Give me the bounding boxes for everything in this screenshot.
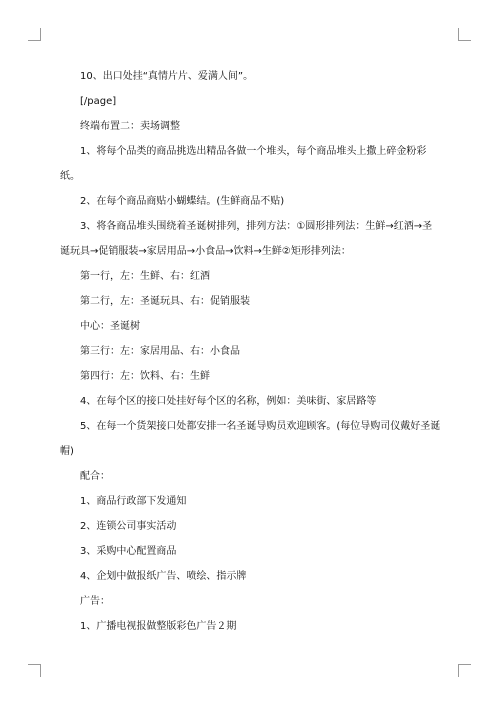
document-body (60, 64, 442, 639)
paragraph-row-4: 第四行：左：饮料、右：生鲜 (80, 371, 210, 382)
paragraph-coop-4: 4、企划中做报纸广告、喷绘、指示牌 (80, 571, 247, 582)
paragraph-coop-3: 3、采购中心配置商品 (80, 546, 177, 557)
paragraph-ad-1: 1、广播电视报做整版彩色广告２期 (80, 621, 237, 632)
paragraph-coop-2: 2、连锁公司事实活动 (80, 521, 177, 532)
paragraph-item-1: 1、将每个品类的商品挑选出精品各做一个堆头，每个商品堆头上撒上碎金粉彩纸。 (60, 146, 427, 182)
crop-mark-top-left (28, 28, 41, 41)
paragraph-row-2: 第二行，左：圣诞玩具、右：促销服装 (80, 296, 250, 307)
paragraph-coop-1: 1、商品行政部下发通知 (80, 496, 187, 507)
crop-mark-top-right (458, 28, 471, 41)
paragraph-center: 中心：圣诞树 (80, 321, 140, 332)
paragraph-item-4: 4、在每个区的接口处挂好每个区的名称，例如：美味街、家居路等 (80, 396, 377, 407)
section-heading-cooperation: 配合： (80, 471, 110, 482)
paragraph-item-3: 3、将各商品堆头围绕着圣诞树排列，排列方法：①圆形排列法：生鲜→红酒→圣诞玩具→促销服装→家居用品→小食品→饮料→生鲜②矩形排列法： (60, 221, 433, 257)
crop-mark-bottom-left (28, 664, 41, 677)
section-heading-advertising: 广告： (80, 596, 110, 607)
paragraph-page-tag: [/page] (80, 96, 117, 107)
paragraph-item-5: 5、在每一个货架接口处都安排一名圣诞导购员欢迎顾客。(每位导购司仪戴好圣诞帽) (60, 421, 441, 457)
paragraph-row-3: 第三行：左：家居用品、右：小食品 (80, 346, 240, 357)
crop-mark-bottom-right (458, 664, 471, 677)
paragraph-item-2: 2、在每个商品商贴小蝴蝶结。(生鲜商品不贴) (80, 196, 285, 207)
paragraph-row-1: 第一行，左：生鲜、右：红酒 (80, 271, 210, 282)
paragraph-exit-banner: 10、出口处挂“真情片片、爱满人间”。 (80, 71, 254, 82)
section-heading-store-adjustment: 终端布置二：卖场调整 (80, 121, 180, 132)
